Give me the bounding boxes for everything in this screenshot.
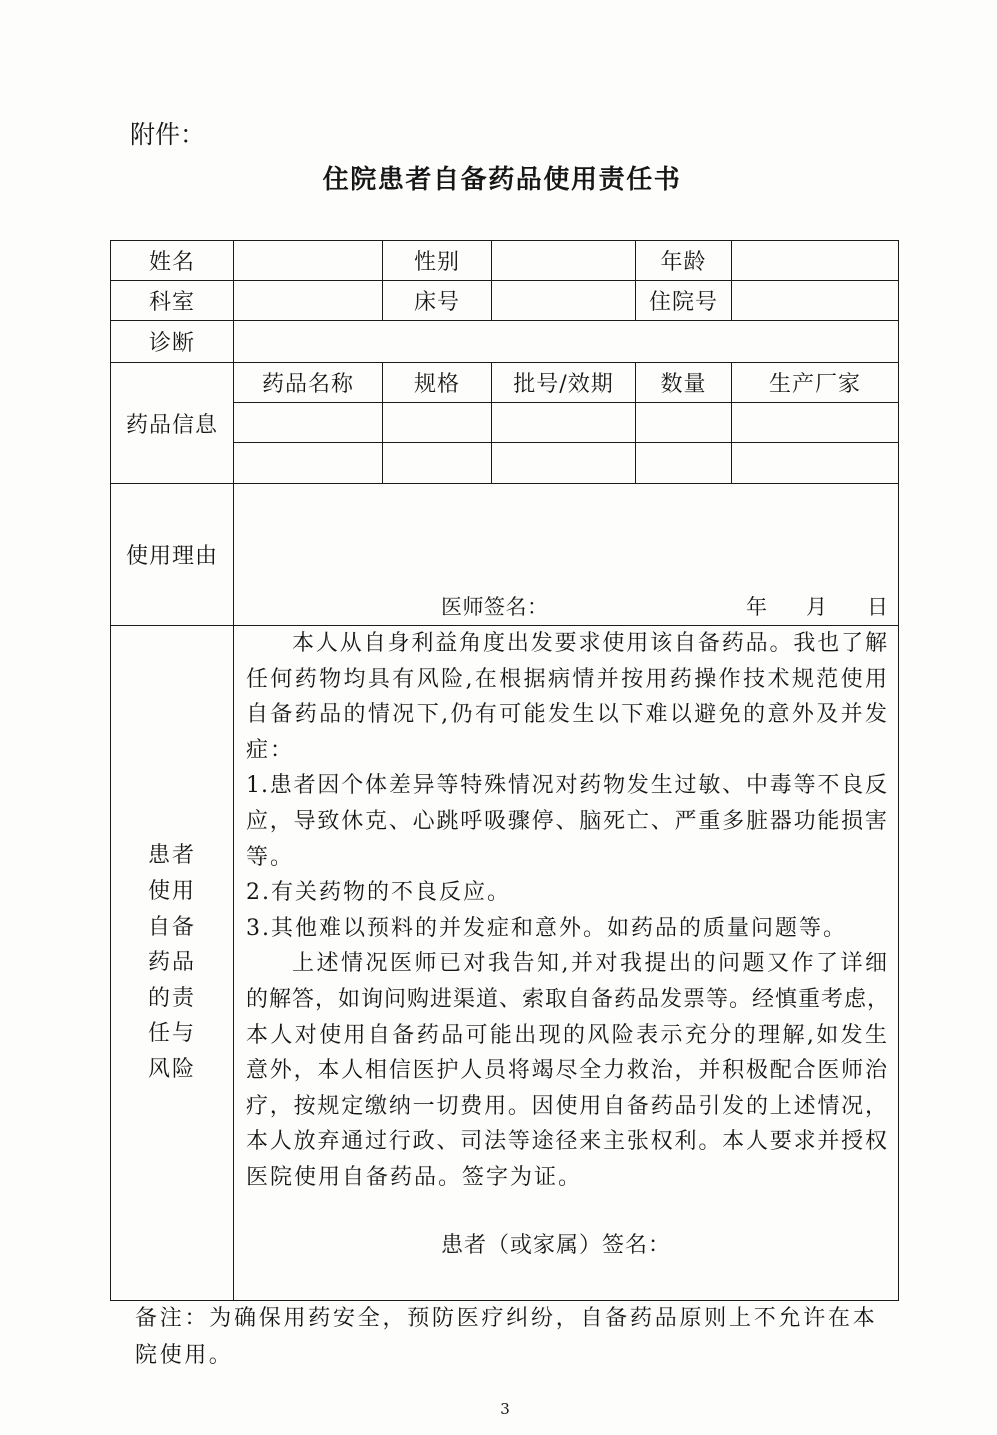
consent-text-line: 自备药品的情况下,仍有可能发生以下难以避免的意外及并发 xyxy=(246,702,888,728)
consent-text-line: 本人从自身利益角度出发要求使用该自备药品。我也了解 xyxy=(292,631,888,656)
patient-info-row-2 xyxy=(111,281,899,321)
drug-spec-cell xyxy=(383,443,492,484)
consent-text-line: 应，导致休克、心跳呼吸骤停、脑死亡、严重多脏器功能损害 xyxy=(246,808,888,834)
usage-reason-area xyxy=(234,484,898,625)
admission-number-value-cell xyxy=(732,281,899,321)
name-value-cell xyxy=(234,241,383,281)
day-label: 日 xyxy=(867,595,889,619)
drug-batch-expiry-cell xyxy=(492,443,636,484)
drug-manufacturer-header: 生产厂家 xyxy=(732,363,899,403)
consent-text-line: 医院使用自备药品。签字为证。 xyxy=(246,1164,583,1190)
consent-text-line: 意外，本人相信医护人员将竭尽全力救治，并积极配合医师治 xyxy=(246,1058,888,1084)
consent-text-line: 等。 xyxy=(246,844,295,870)
document-title: 住院患者自备药品使用责任书 xyxy=(322,165,682,195)
consent-text-line: 任何药物均具有风险,在根据病情并按用药操作技术规范使用 xyxy=(246,666,888,692)
department-label: 科室 xyxy=(111,281,234,321)
usage-reason-cell xyxy=(234,484,899,626)
drug-spec-header: 规格 xyxy=(383,363,492,403)
drug-manufacturer-cell xyxy=(732,403,899,443)
responsibility-label-line: 使用 xyxy=(147,879,196,905)
drug-name-cell xyxy=(234,403,383,443)
drug-batch-expiry-header: 批号/效期 xyxy=(492,363,636,403)
consent-text-line: 3.其他难以预料的并发症和意外。如药品的质量问题等。 xyxy=(246,915,847,941)
responsibility-label-line: 风险 xyxy=(147,1056,196,1082)
name-label: 姓名 xyxy=(111,241,234,281)
drug-batch-expiry-cell xyxy=(492,403,636,443)
patient-signature-label: 患者（或家属）签名： xyxy=(441,1233,672,1258)
consent-text-line: 症： xyxy=(246,737,295,763)
diagnosis-row xyxy=(111,321,899,363)
consent-statement-cell xyxy=(234,626,899,1301)
month-label: 月 xyxy=(806,595,828,619)
gender-value-cell xyxy=(492,241,636,281)
footnote-line: 院使用。 xyxy=(135,1343,234,1368)
consent-text-line: 上述情况医师已对我告知,并对我提出的问题又作了详细 xyxy=(292,951,888,977)
responsibility-risk-row xyxy=(111,626,899,1301)
drug-manufacturer-cell xyxy=(732,443,899,484)
diagnosis-label: 诊断 xyxy=(111,321,234,363)
admission-number-label: 住院号 xyxy=(636,281,732,321)
bed-number-label: 床号 xyxy=(383,281,492,321)
attachment-label: 附件： xyxy=(130,120,206,149)
footnote-line: 备注：为确保用药安全，预防医疗纠纷，自备药品原则上不允许在本 xyxy=(135,1306,877,1331)
drug-spec-cell xyxy=(383,403,492,443)
patient-info-row-1 xyxy=(111,241,899,281)
consent-text-line: 本人放弃通过行政、司法等途径来主张权利。本人要求并授权 xyxy=(246,1129,888,1155)
drug-info-label: 药品信息 xyxy=(111,363,234,484)
responsibility-label-line: 药品 xyxy=(147,950,196,976)
responsibility-label-line: 自备 xyxy=(147,914,196,940)
page-number: 3 xyxy=(500,1400,510,1418)
consent-text-line: 1.患者因个体差异等特殊情况对药物发生过敏、中毒等不良反 xyxy=(246,773,888,799)
responsibility-form-table xyxy=(110,240,899,1301)
age-label: 年龄 xyxy=(636,241,732,281)
responsibility-risk-label xyxy=(111,626,234,1301)
responsibility-label-line: 任与 xyxy=(147,1021,196,1047)
drug-quantity-cell xyxy=(636,443,732,484)
doctor-signature-label: 医师签名： xyxy=(441,595,549,619)
gender-label: 性别 xyxy=(383,241,492,281)
consent-text-line: 本人对使用自备药品可能出现的风险表示充分的理解,如发生 xyxy=(246,1022,888,1048)
consent-text-line: 2.有关药物的不良反应。 xyxy=(246,880,511,906)
diagnosis-value-cell xyxy=(234,321,899,363)
year-label: 年 xyxy=(746,595,768,619)
drug-name-header: 药品名称 xyxy=(234,363,383,403)
consent-text-line: 疗，按规定缴纳一切费用。因使用自备药品引发的上述情况， xyxy=(246,1093,888,1119)
drug-name-cell xyxy=(234,443,383,484)
responsibility-label-line: 患者 xyxy=(147,843,196,869)
drug-quantity-header: 数量 xyxy=(636,363,732,403)
responsibility-label-line: 的责 xyxy=(147,985,196,1011)
drug-info-header-row xyxy=(111,363,899,403)
usage-reason-row xyxy=(111,484,899,626)
consent-text-line: 的解答，如询问购进渠道、索取自备药品发票等。经慎重考虑， xyxy=(246,986,891,1012)
age-value-cell xyxy=(732,241,899,281)
usage-reason-label: 使用理由 xyxy=(111,484,234,626)
drug-quantity-cell xyxy=(636,403,732,443)
bed-number-value-cell xyxy=(492,281,636,321)
department-value-cell xyxy=(234,281,383,321)
